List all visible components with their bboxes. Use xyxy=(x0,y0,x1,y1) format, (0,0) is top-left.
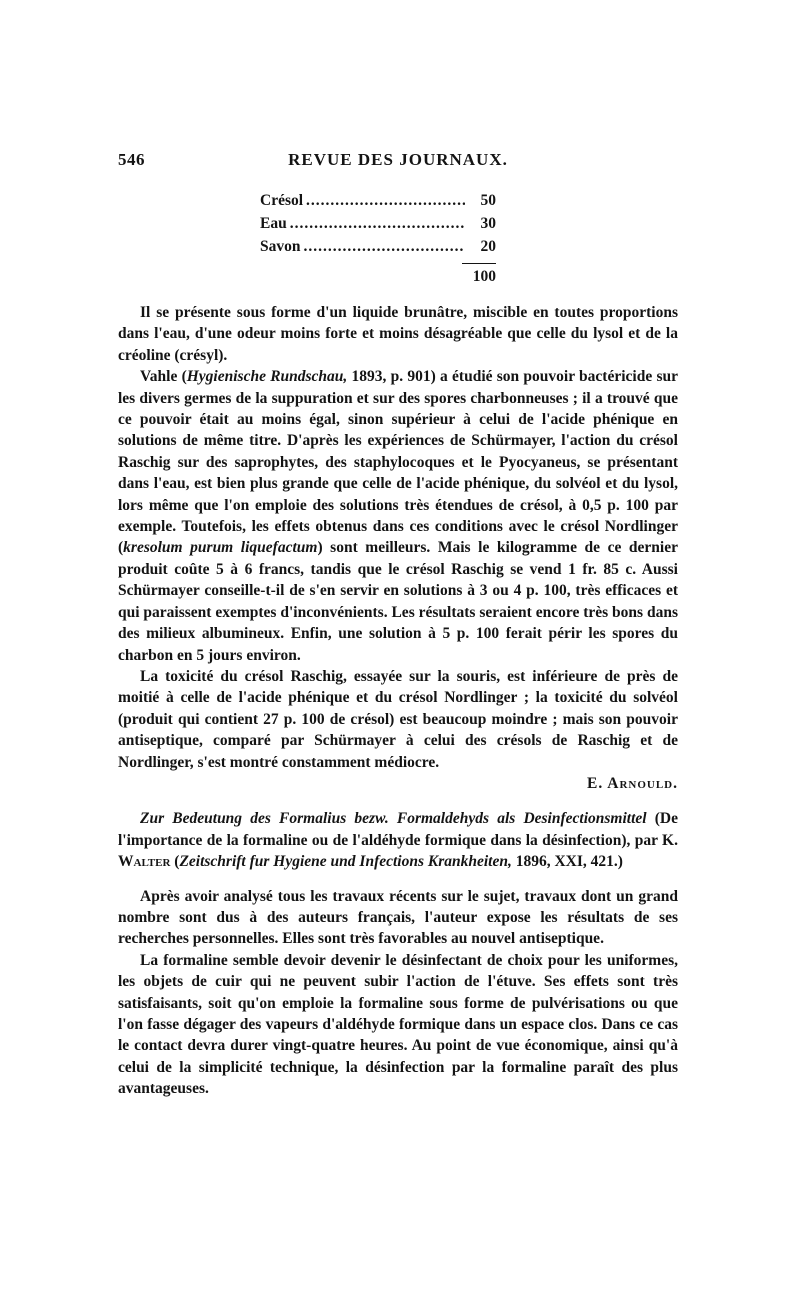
text-run: ( xyxy=(170,853,180,871)
recipe-row xyxy=(260,215,496,238)
recipe-quantity: 30 xyxy=(480,215,496,232)
running-header xyxy=(118,150,678,176)
recipe-quantity: 20 xyxy=(480,238,496,255)
recipe-ingredient: Crésol xyxy=(260,192,304,209)
article-body xyxy=(118,302,678,794)
product-name: kresolum purum liquefactum xyxy=(123,539,318,557)
recipe-table xyxy=(260,192,496,290)
running-title: REVUE DES JOURNAUX. xyxy=(288,150,508,169)
journal-title: Zeitschrift fur Hygiene und Infections Krankheiten, xyxy=(179,853,512,871)
sum-rule xyxy=(462,263,496,264)
signature-line xyxy=(118,773,678,794)
author-signature: E. Arnould. xyxy=(587,774,678,792)
text-run: 1896, XXI, 421.) xyxy=(511,853,623,871)
text-run: 1893, p. 901) a étudié son pouvoir bactéricide sur les divers germes de la suppuration et sur des spores charbonneuses ; il a trouvé que ce pouvoir était au moins égal, sinon supérieur à celui de l'acide phénique en solutions de même titre. D'après les expériences de Schürmayer, l'action du crésol Raschig sur des saprophytes, des staphylocoques et le Pyocyaneus, se présentant dans l'eau, est bien plus grande que celle de l'acide phénique, du solvéol et du lysol, lors même que l'on emploie des solutions très étendues de crésol, à 0,5 p. 100 par exemple. Toutefois, les effets obtenus dans ces conditions avec le crésol Nordlinger ( xyxy=(118,368,678,557)
text-run: Vahle ( xyxy=(140,368,187,386)
leader-dots xyxy=(290,215,465,233)
article-body xyxy=(118,886,678,1100)
paragraph: La formaline semble devoir devenir le désinfectant de choix pour les uniformes, les objets de cuir qui ne peuvent subir l'action de l'étuve. Ses effets sont très satisfaisants, soit qu'on emploie la formaline sous forme de pulvérisations ou que l'on fasse dégager des vapeurs d'aldéhyde formique dans un espace clos. Dans ce cas le contact devra durer vingt-quatre heures. Au point de vue économique, ainsi qu'à celui de la simplicité technique, la désinfection par la formaline paraît des plus avantageuses. xyxy=(118,951,678,1098)
journal-title: Hygienische Rundschau, xyxy=(186,368,348,386)
section-gap xyxy=(118,794,678,808)
recipe-total: 100 xyxy=(472,268,496,285)
text-run: (De l'importance de la formaline ou de l'aldéhyde formique dans la désinfection), par K. xyxy=(118,810,678,849)
paragraph: Après avoir analysé tous les travaux récents sur le sujet, travaux dont un grand nombre sont dus à des auteurs français, l'auteur expose les résultats de ses recherches personnelles. Elles sont très favorables au nouvel antiseptique. xyxy=(118,887,678,948)
recipe-ingredient: Eau xyxy=(260,215,287,232)
page xyxy=(118,150,678,1100)
page-number: 546 xyxy=(118,150,145,169)
article-reference xyxy=(118,808,678,872)
recipe-ingredient: Savon xyxy=(260,238,301,255)
paragraph: La toxicité du crésol Raschig, essayée sur la souris, est inférieure de près de moitié à celle de l'acide phénique et du crésol Nordlinger ; la toxicité du solvéol (produit qui contient 27 p. 100 de crésol) est beaucoup moindre ; mais son pouvoir antiseptique, comparé par Schürmayer à celui des crésols de Raschig et de Nordlinger, s'est montré constamment médiocre. xyxy=(118,667,678,771)
leader-dots xyxy=(306,192,465,210)
paragraph xyxy=(118,366,678,666)
recipe-row xyxy=(260,192,496,215)
recipe-row xyxy=(260,238,496,261)
section-gap xyxy=(118,873,678,886)
leader-dots xyxy=(304,238,466,256)
paragraph: Il se présente sous forme d'un liquide brunâtre, miscible en toutes proportions dans l'eau, d'une odeur moins forte et moins désagréable que celle du lysol et de la créoline (crésyl). xyxy=(118,304,678,364)
article-title: Zur Bedeutung des Formalius bezw. Formaldehyds als Desinfectionsmittel xyxy=(140,810,647,828)
author-name: Walter xyxy=(118,853,171,871)
recipe-quantity: 50 xyxy=(480,192,496,209)
text-run: ) sont meilleurs. Mais le kilogramme de ce dernier produit coûte 5 à 6 francs, tandis que le crésol Raschig se vend 1 fr. 85 c. Aussi Schürmayer conseille-t-il de s'en servir en solutions à 3 ou 4 p. 100, très efficaces et qui paraissent exemptes d'inconvénients. Les résultats seraient encore très bons dans des milieux albumineux. Enfin, une solution à 5 p. 100 ferait périr les spores du charbon en 5 jours environ. xyxy=(118,539,678,664)
